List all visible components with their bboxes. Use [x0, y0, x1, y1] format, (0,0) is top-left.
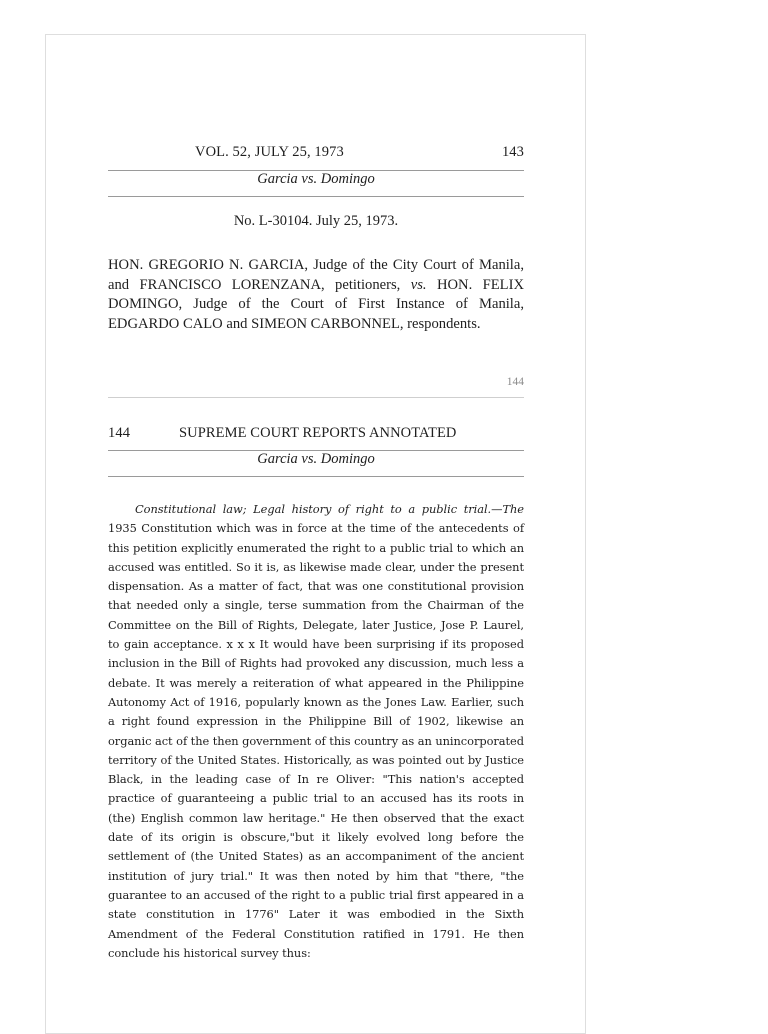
case-parties: [108, 256, 524, 334]
header-rule-2-bottom: [108, 476, 524, 477]
syllabus-paragraph: [108, 500, 524, 963]
page-number-2: 144: [108, 425, 131, 441]
reports-title: SUPREME COURT REPORTS ANNOTATED: [179, 425, 457, 441]
syllabus-text: 1935 Constitution which was in force at the time of the antecedents of this petition explicitly enumerated the right to a public trial to which an accused was entitled. So it is, as likewise made clear, under the present dispensation. As a matter of fact, that was one constitutional provision that needed only a single, terse summation from the Chairman of the Committee on the Bill of Rights, Delegate, later Justice, Jose P. Laurel, to gain acceptance. x x x It would have been surprising if its proposed inclusion in the Bill of Rights had provoked any discussion, much less a debate. It was merely a reiteration of what appeared in the Philippine Autonomy Act of 1916, popularly known as the Jones Law. Earlier, such a right found expression in the Philippine Bill of 1902, likewise an organic act of the then government of this country as an unincorporated territory of the United States. Historically, as was pointed out by Justice Black, in the leading case of In re Oliver: "This nation's accepted practice of guaranteeing a public trial to an accused has its roots in (the) English common law heritage." He then observed that the exact date of its origin is obscure,"but it likely evolved long before the settlement of (the United States) as an accompaniment of the ancient institution of jury trial." It was then noted by him that "there, "the guarantee to an accused of the right to a public trial first appeared in a state constitution in 1776" Later it was embodied in the Sixth Amendment of the Federal Constitution ratified in 1791. He then conclude his historical survey thus:: [108, 521, 524, 960]
running-head-2: Garcia vs. Domingo: [257, 451, 375, 467]
respondents: HON. FELIX DOMINGO, Judge of the Court of First Instance of Manila, EDGARDO CALO and SIMEON CARBONNEL, respondents.: [108, 276, 524, 332]
petitioners: HON. GREGORIO N. GARCIA, Judge of the City Court of Manila, and FRANCISCO LORENZANA, petitioners,: [108, 257, 524, 293]
page-break-rule: [108, 397, 524, 398]
volume-title: VOL. 52, JULY 25, 1973: [195, 144, 344, 160]
running-head: Garcia vs. Domingo: [257, 171, 375, 187]
syllabus-keyword: Constitutional law; Legal history of right to a public trial.—The: [135, 502, 524, 516]
case-number: No. L-30104. July 25, 1973.: [233, 213, 399, 229]
versus-label: vs.: [410, 276, 427, 293]
page-break-marker: 144: [506, 376, 524, 388]
header-rule-bottom: [108, 196, 524, 197]
page-number: 143: [501, 144, 524, 160]
